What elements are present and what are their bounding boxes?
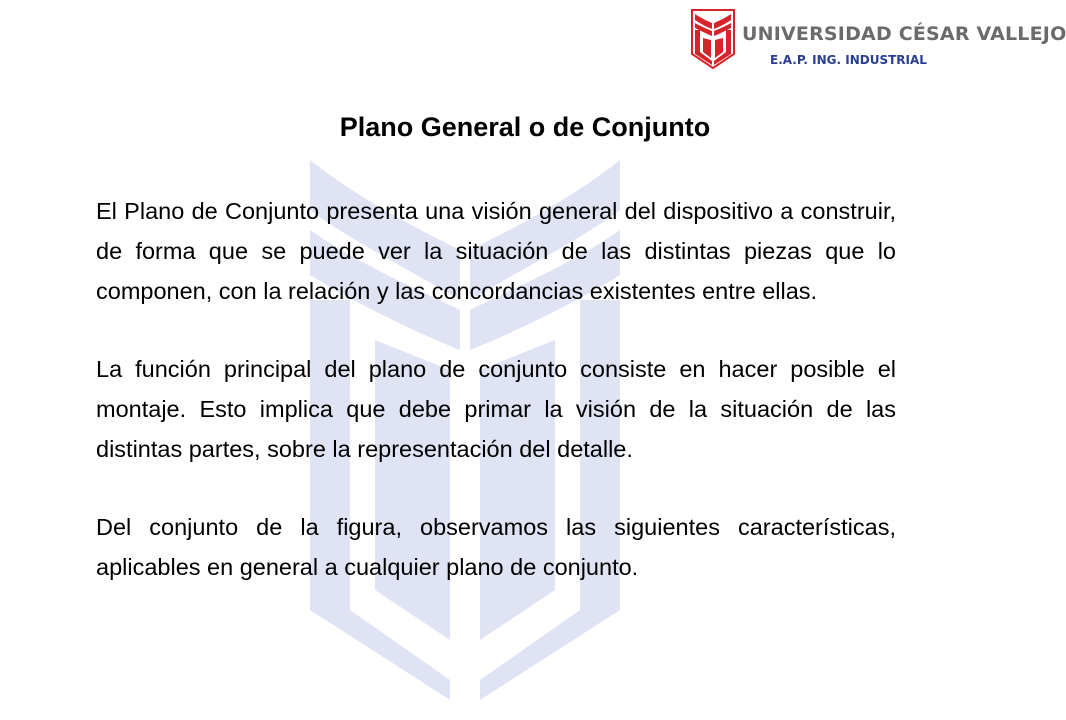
university-logo bbox=[690, 8, 1066, 72]
slide-body bbox=[96, 191, 896, 625]
university-name: UNIVERSIDAD CÉSAR VALLEJO bbox=[742, 23, 1066, 45]
school-name: E.A.P. ING. INDUSTRIAL bbox=[770, 53, 927, 67]
paragraph-2: La función principal del plano de conjunto consiste en hacer posible el montaje. Esto implica que debe primar la visión de la situación de las distintas partes, sobre la representación del detalle. bbox=[96, 356, 896, 462]
page-title: Plano General o de Conjunto bbox=[339, 112, 711, 142]
shield-logo-icon bbox=[690, 8, 736, 70]
paragraph-3: Del conjunto de la figura, observamos las siguientes características, aplicables en general a cualquier plano de conjunto. bbox=[96, 514, 896, 580]
paragraph-1: El Plano de Conjunto presenta una visión general del dispositivo a construir, de forma que se puede ver la situación de las distintas piezas que lo componen, con la relación y las concordancias existentes entre ellas. bbox=[96, 198, 896, 304]
